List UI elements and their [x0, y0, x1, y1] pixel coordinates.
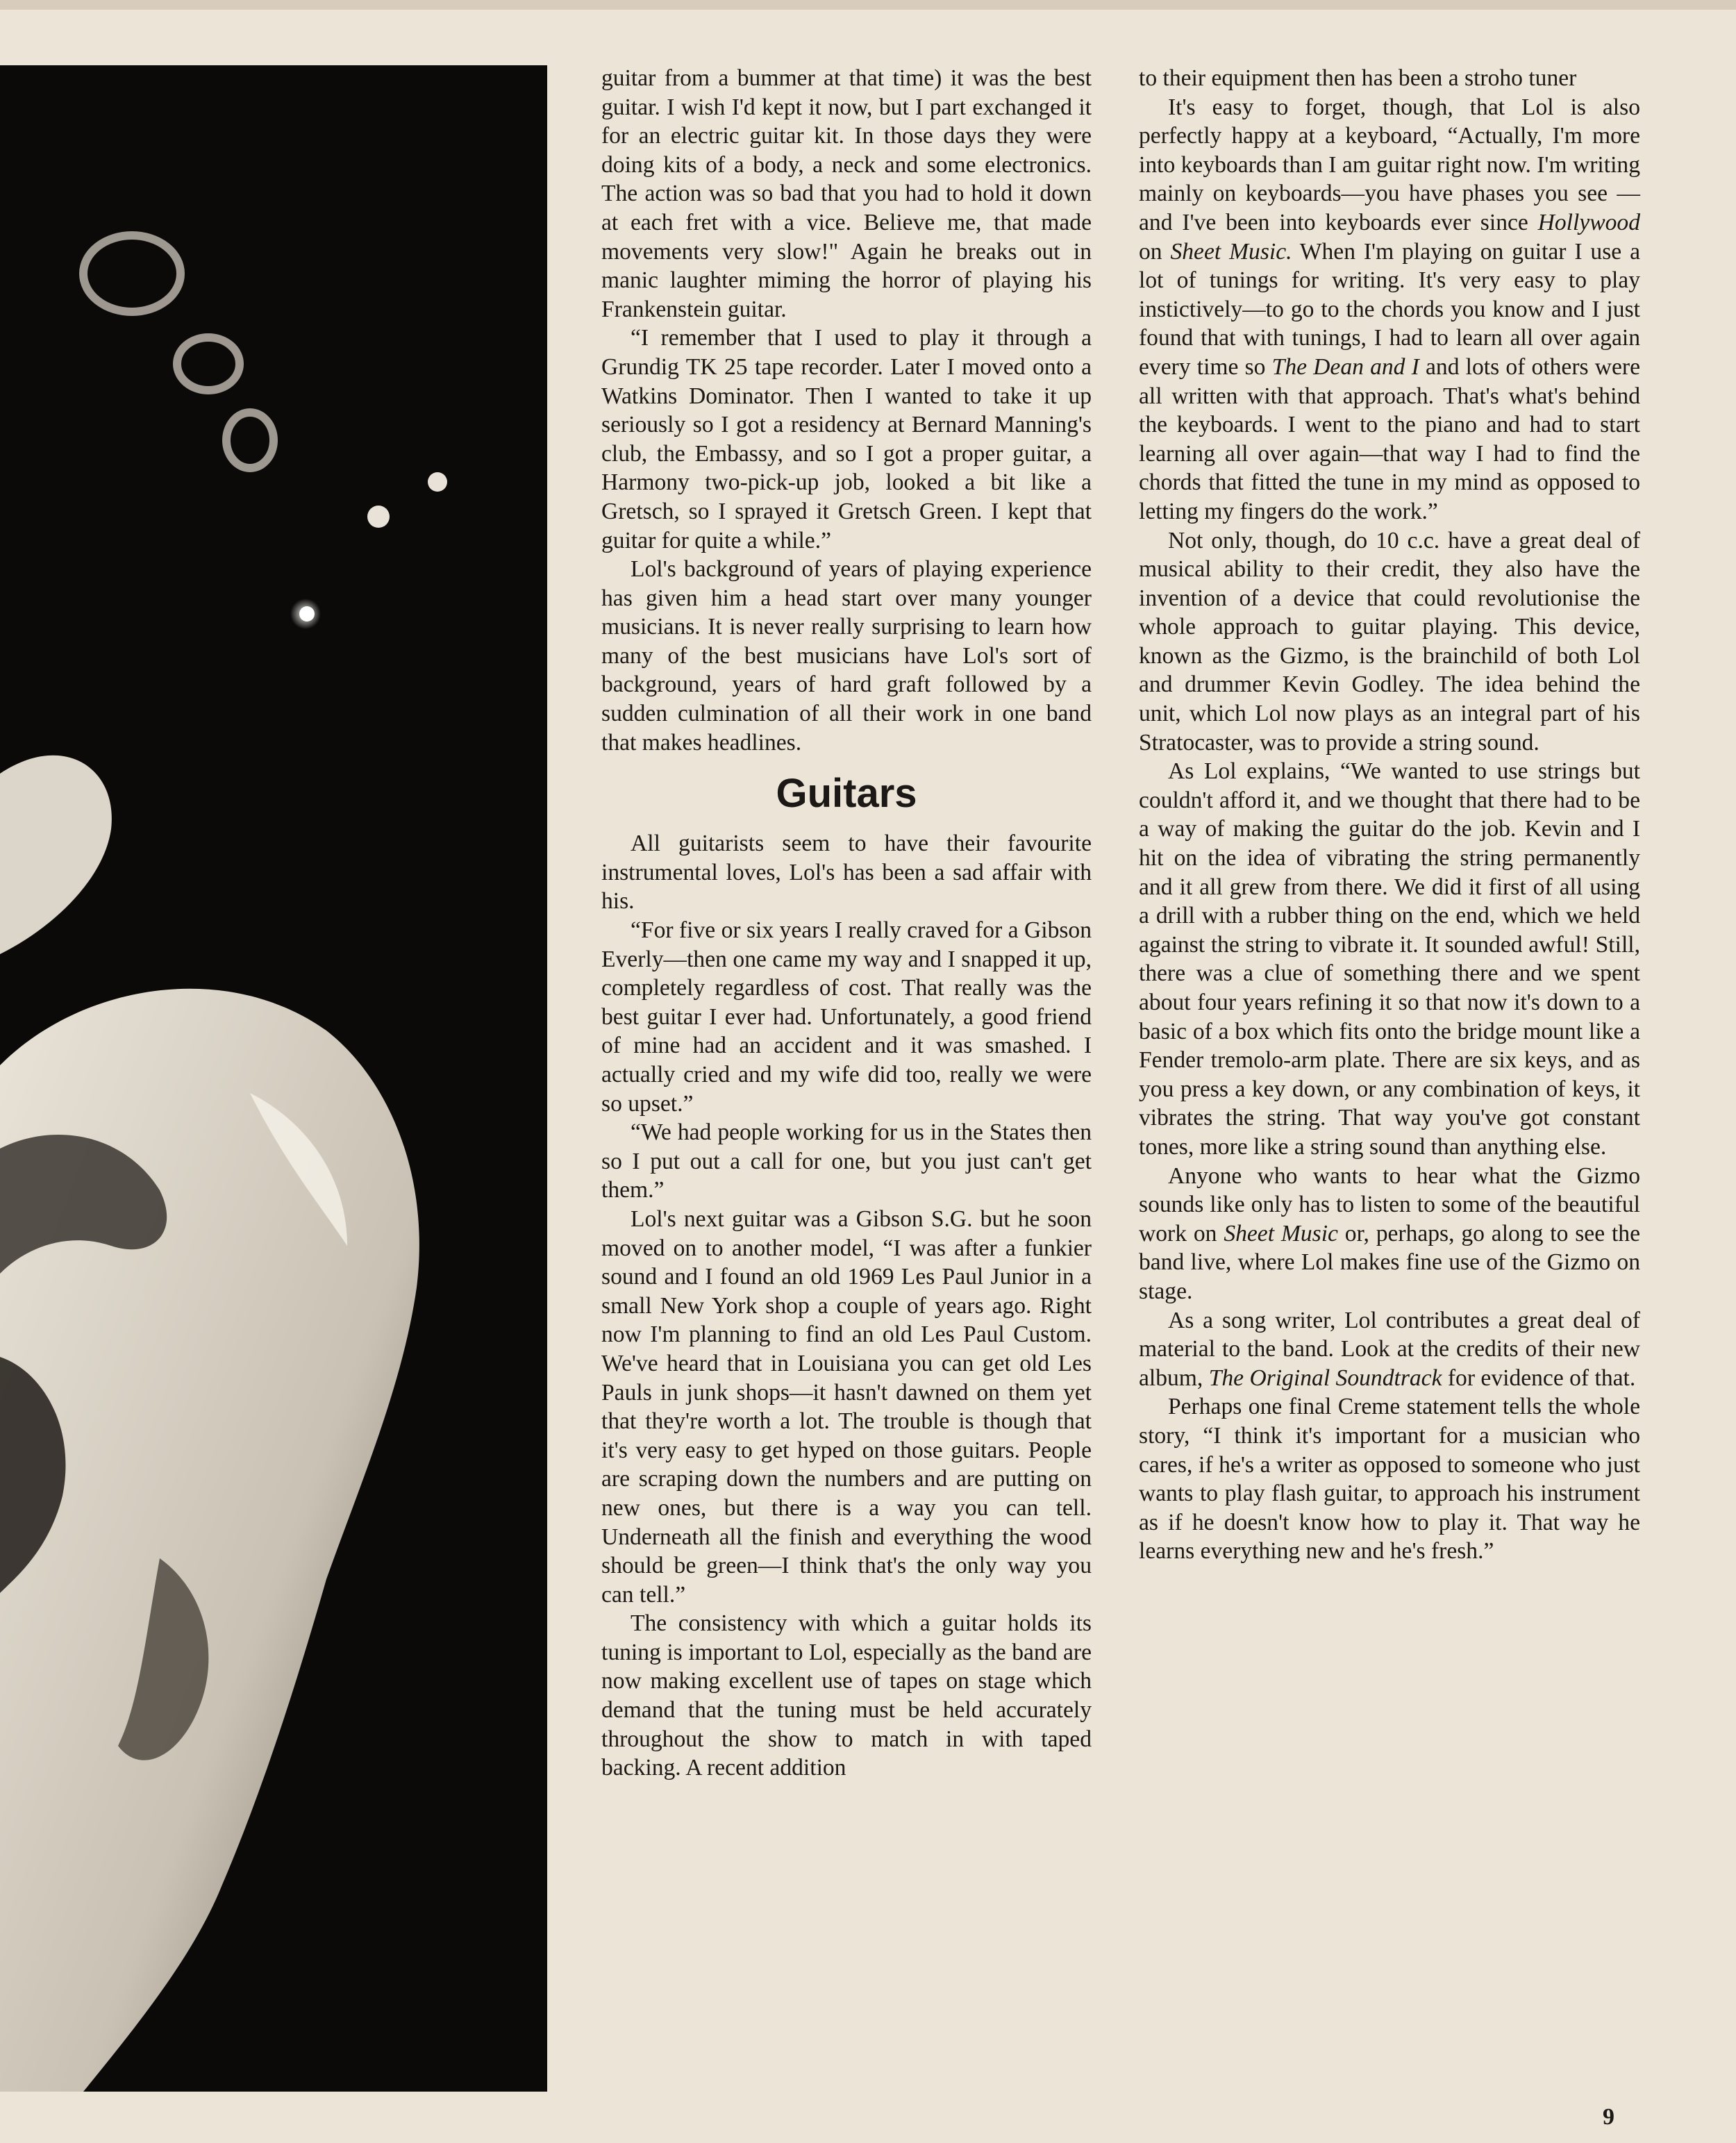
paragraph: The consistency with which a guitar holds its tuning is important to Lol, especially as the band are now making excellent use of tapes on stage which demand that the tuning must be held accurately throughout the show to match in with taped backing. A recent addition: [601, 1610, 1092, 1781]
text-run: Anyone who wants to hear what the Gizmo sounds like only has to listen to some of the beautiful work on: [1139, 1162, 1640, 1246]
article-column-right: [1139, 64, 1640, 1566]
text-run: When I'm playing on guitar I use a lot of tunings for writing. It's very easy to play instictively—to go to the chords you know and I just found that with tunings, I had to learn all over again every time so: [1139, 238, 1640, 380]
text-run: It's easy to forget, though, that Lol is also perfectly happy at a keyboard, “Actually, I'm more into keyboards than I am guitar right now. I'm writing mainly on keyboards—you have phases you see —and I've been into keyboards ever since: [1139, 94, 1640, 235]
paragraph: All guitarists seem to have their favourite instrumental loves, Lol's has been a sad affair with his.: [601, 831, 1092, 915]
text-run: As a song writer, Lol contributes a great deal of material to the band. Look at the credits of their new album,: [1139, 1307, 1640, 1391]
paragraph: [1139, 93, 1640, 526]
italic-title: Sheet Music.: [1170, 238, 1292, 265]
italic-title: Sheet Music: [1224, 1220, 1338, 1246]
paragraph: guitar from a bummer at that time) it was the best guitar. I wish I'd kept it now, but I part exchanged it for an electric guitar kit. In those days they were doing kits of a body, a neck and some electronics. The action was so bad that you had to hold it down at each fret with a vice. Believe me, that made movements very slow!" Again he breaks out in manic laughter miming the horror of playing his Frankenstein guitar.: [601, 65, 1092, 322]
text-run: for evidence of that.: [1442, 1365, 1636, 1391]
section-heading: Guitars: [776, 771, 917, 817]
paragraph: [1139, 1162, 1640, 1306]
text-run: or, perhaps, go along to see the band live, where Lol makes fine use of the Gizmo on stage.: [1139, 1220, 1640, 1304]
page-top-edge: [0, 0, 1736, 10]
paragraph: Not only, though, do 10 c.c. have a great deal of musical ability to their credit, they also have the invention of a device that could revolutionise the whole approach to guitar playing. This device, known as the Gizmo, is the brainchild of both Lol and drummer Kevin Godley. The idea behind the unit, which Lol now plays as an integral part of his Stratocaster, was to provide a string sound.: [1139, 527, 1640, 756]
paragraph: “For five or six years I really craved for a Gibson Everly—then one came my way and I snapped it up, completely regardless of cost. That really was the best guitar I ever had. Unfortunately, a good friend of mine had an accident and it was smashed. I actually cried and my wife did too, really we were so upset.”: [601, 917, 1092, 1117]
text-run: and lots of others were all written with that approach. That's what's behind the keyboards. I went to the piano and had to start learning all over again—that way I had to find the chords that fitted the tune in my mind as opposed to letting my fingers do the work.”: [1139, 353, 1640, 524]
paragraph: Lol's next guitar was a Gibson S.G. but he soon moved on to another model, “I was after a funkier sound and I found an old 1969 Les Paul Junior in a small New York shop a couple of years ago. Right now I'm planning to find an old Les Paul Custom. We've heard that in Louisiana you can get old Les Pauls in junk shops—it hasn't dawned on them yet that they're worth a lot. The trouble is though that it's very easy to get hyped on those guitars. People are scraping down the numbers and are putting on new ones, but there is a way you can tell. Underneath all the finish and everything the wood should be green—I think that's the only way you can tell.”: [601, 1206, 1092, 1608]
paragraph: [1139, 1306, 1640, 1393]
page-number: 9: [1603, 2104, 1614, 2130]
article-column-middle: [601, 64, 1092, 1783]
italic-title: The Dean and I: [1271, 353, 1419, 380]
paragraph: to their equipment then has been a stroho tuner: [1139, 65, 1577, 91]
paragraph: “I remember that I used to play it through a Grundig TK 25 tape recorder. Later I moved onto a Watkins Dominator. Then I wanted to take it up seriously so I got a residency at Bernard Manning's club, the Embassy, and so I got a proper guitar, a Harmony two-pick-up job, looked a bit like a Gretsch, so I sprayed it Gretsch Green. I kept that guitar for quite a while.”: [601, 325, 1092, 553]
paragraph: “We had people working for us in the States then so I put out a call for one, but you just can't get them.”: [601, 1119, 1092, 1203]
italic-title: The Original Soundtrack: [1208, 1365, 1442, 1391]
paragraph: As Lol explains, “We wanted to use strings but couldn't afford it, and we thought that there had to be a way of making the guitar do the job. Kevin and I hit on the idea of vibrating the string permanently and it all grew from there. We did it first of all using a drill with a rubber thing on the end, which we held against the string to vibrate it. It sounded awful! Still, there was a clue of something there and we spent about four years refining it so that now it's down to a basic of a box which fits onto the bridge mount like a Fender tremolo-arm plate. There are six keys, and as you press a key down, or any combination of keys, it vibrates the string. That way you've got constant tones, more like a string sound than anything else.: [1139, 758, 1640, 1160]
text-run: on: [1139, 238, 1171, 265]
paragraph: Perhaps one final Creme statement tells the whole story, “I think it's important for a musician who cares, if he's a writer as opposed to someone who just wants to play flash guitar, to approach his instrument as if he doesn't know how to play it. That way he learns everything new and he's fresh.”: [1139, 1394, 1640, 1565]
paragraph: Lol's background of years of playing experience has given him a head start over many younger musicians. It is never really surprising to learn how many of the best musicians have Lol's sort of background, years of hard graft followed by a sudden culmination of all their work in one band that makes headlines.: [601, 556, 1092, 756]
photo-icon: [0, 65, 547, 2092]
photograph: [0, 65, 547, 2092]
italic-title: Hollywood: [1537, 209, 1640, 235]
